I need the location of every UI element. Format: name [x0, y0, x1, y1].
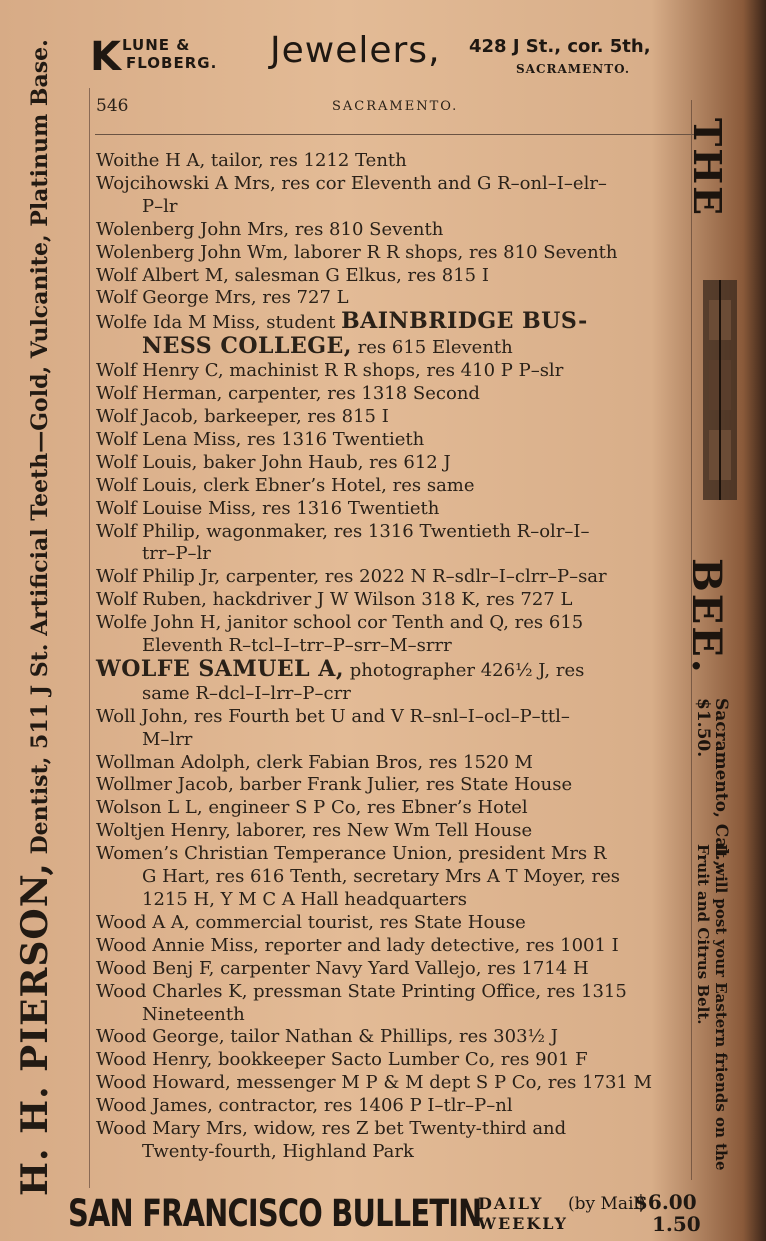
entry-text: Wood A A, commercial tourist, res State House [96, 911, 526, 933]
directory-entry [90, 1049, 690, 1072]
entry-continuation [90, 543, 690, 566]
entry-text: trr–P–lr [142, 543, 211, 565]
entry-text: Wolfe Ida M Miss, student [96, 312, 336, 334]
directory-entries [90, 150, 690, 1164]
bee-the: THE [685, 118, 730, 218]
entry-line [90, 498, 690, 521]
entry-text: Wood George, tailor Nathan & Phillips, res 303½ J [96, 1026, 558, 1048]
entry-text: Wolson L L, engineer S P Co, res Ebner’s Hotel [96, 797, 528, 819]
entry-line [90, 310, 690, 335]
directory-entry [90, 1026, 690, 1049]
entry-continuation [90, 335, 690, 360]
header-klune: LUNE & [122, 36, 191, 54]
directory-entry [90, 452, 690, 475]
directory-entry [90, 265, 690, 288]
entry-line [90, 566, 690, 589]
entry-text: photographer 426½ J, res [349, 659, 585, 681]
directory-entry [90, 521, 690, 567]
entry-text: Wojcihowski A Mrs, res cor Eleventh and G R–onl–I–elr– [96, 172, 607, 194]
entry-text: Woll John, res Fourth bet U and V R–snl–I–ocl–P–ttl– [96, 705, 570, 727]
entry-text: Wolf Philip, wagonmaker, res 1316 Twentieth R–olr–I– [96, 520, 590, 542]
directory-entry [90, 219, 690, 242]
header-rule [95, 134, 695, 135]
pierson-dentist-ad [14, 39, 70, 1196]
directory-entry [90, 655, 690, 706]
directory-entry [90, 912, 690, 935]
entry-text: Twenty-fourth, Highland Park [142, 1140, 414, 1162]
header-address: 428 J St., cor. 5th, [469, 36, 651, 57]
directory-entry [90, 242, 690, 265]
entry-line [90, 1095, 690, 1118]
entry-line [90, 655, 690, 683]
bulletin-title: SAN FRANCISCO BULLETIN [68, 1192, 482, 1235]
header-floberg: FLOBERG. [126, 54, 218, 72]
directory-entry [90, 173, 690, 219]
bulletin-weekly-price: 1.50 [652, 1212, 701, 1236]
entry-text: Wolf George Mrs, res 727 L [96, 287, 349, 309]
directory-entry [90, 360, 690, 383]
bee-post-text: It will post your Eastern friends on the Fruit and Citrus Belt. [694, 844, 730, 1171]
entry-text: Wolf Louis, clerk Ebner’s Hotel, res same [96, 474, 475, 496]
entry-text: Wolf Ruben, hackdriver J W Wilson 318 K, res 727 L [96, 589, 573, 611]
pierson-text: Dentist, 511 J St. Artificial Teeth—Gold, Vulcanite, Platinum Base. [27, 39, 53, 855]
entry-continuation [90, 889, 690, 912]
entry-line [90, 774, 690, 797]
entry-text: Wood Benj F, carpenter Navy Yard Vallejo, res 1714 H [96, 957, 589, 979]
entry-line [90, 475, 690, 498]
entry-line [90, 1026, 690, 1049]
entry-text: Wood Henry, bookkeeper Sacto Lumber Co, res 901 F [96, 1049, 588, 1071]
entry-text: G Hart, res 616 Tenth, secretary Mrs A T Moyer, res [142, 866, 621, 888]
header-initial: K [90, 34, 121, 80]
bee-title: BEE. [683, 558, 730, 675]
entry-continuation [90, 866, 690, 889]
entry-line [90, 589, 690, 612]
entry-text: Eleventh R–tcl–I–trr–P–srr–M–srrr [142, 635, 452, 657]
entry-text: Wolf Albert M, salesman G Elkus, res 815 I [96, 264, 489, 286]
entry-text: Wood Charles K, pressman State Printing Office, res 1315 [96, 980, 627, 1002]
entry-text: Wollman Adolph, clerk Fabian Bros, res 1520 M [96, 751, 533, 773]
entry-line [90, 935, 690, 958]
entry-line [90, 843, 690, 866]
entry-text: Wolf Louise Miss, res 1316 Twentieth [96, 497, 440, 519]
entry-line [90, 1049, 690, 1072]
entry-text: Woltjen Henry, laborer, res New Wm Tell House [96, 820, 533, 842]
entry-line [90, 1118, 690, 1141]
entry-line [90, 383, 690, 406]
directory-entry [90, 429, 690, 452]
entry-text: res 615 Eleventh [357, 337, 513, 359]
entry-line [90, 429, 690, 452]
entry-continuation [90, 1141, 690, 1164]
entry-text: 1215 H, Y M C A Hall headquarters [142, 889, 467, 910]
directory-entry [90, 958, 690, 981]
entry-line [90, 452, 690, 475]
entry-text: Wolfe John H, janitor school cor Tenth and Q, res 615 [96, 612, 584, 634]
directory-entry [90, 475, 690, 498]
entry-text: same R–dcl–I–lrr–P–crr [142, 682, 351, 704]
entry-bold-ad: BAINBRIDGE BUS- [341, 308, 588, 335]
directory-entry [90, 706, 690, 752]
entry-text: Nineteenth [142, 1003, 245, 1025]
entry-text: P–lr [142, 195, 178, 217]
entry-text: Wolf Louis, baker John Haub, res 612 J [96, 451, 451, 473]
entry-line [90, 797, 690, 820]
directory-entry [90, 589, 690, 612]
entry-line [90, 265, 690, 288]
jewelers-header-ad [86, 30, 706, 82]
directory-entry [90, 797, 690, 820]
the-bee-ad [683, 118, 731, 1178]
entry-text: Wolf Jacob, barkeeper, res 815 I [96, 405, 389, 427]
entry-continuation [90, 683, 690, 706]
directory-entry [90, 981, 690, 1027]
page-number: 546 [96, 96, 129, 116]
entry-line [90, 958, 690, 981]
entry-line [90, 820, 690, 843]
entry-continuation [90, 1004, 690, 1027]
entry-text: Wood Annie Miss, reporter and lady detective, res 1001 I [96, 934, 619, 956]
entry-line [90, 219, 690, 242]
bulletin-by-mail: (by Mail) [568, 1194, 646, 1214]
entry-line [90, 521, 690, 544]
directory-entry [90, 935, 690, 958]
entry-continuation [90, 635, 690, 658]
pierson-name: H. H. PIERSON, [14, 862, 56, 1196]
directory-entry [90, 566, 690, 589]
entry-line [90, 406, 690, 429]
entry-text: Wolenberg John Wm, laborer R R shops, res 810 Seventh [96, 241, 618, 263]
entry-text: Wood Mary Mrs, widow, res Z bet Twenty-third and [96, 1118, 567, 1140]
directory-entry [90, 1095, 690, 1118]
entry-text: M–lrr [142, 728, 193, 750]
directory-entry [90, 310, 690, 360]
entry-continuation [90, 196, 690, 219]
entry-line [90, 1072, 690, 1095]
entry-line [90, 150, 690, 173]
entry-line [90, 242, 690, 265]
entry-line [90, 752, 690, 775]
entry-text: Wolf Henry C, machinist R R shops, res 410 P P–slr [96, 360, 564, 382]
entry-bold-name: WOLFE SAMUEL A, [96, 655, 345, 682]
sf-bulletin-ad [68, 1190, 701, 1236]
entry-line [90, 706, 690, 729]
entry-line [90, 287, 690, 310]
entry-line [90, 612, 690, 635]
header-jewelers: Jewelers, [270, 30, 441, 71]
directory-entry [90, 820, 690, 843]
running-head: SACRAMENTO. [332, 99, 459, 114]
directory-entry [90, 406, 690, 429]
directory-entry [90, 612, 690, 658]
directory-entry [90, 498, 690, 521]
entry-text: Wollmer Jacob, barber Frank Julier, res State House [96, 774, 573, 796]
entry-bold-ad: NESS COLLEGE, [142, 333, 352, 360]
entry-text: Wolf Philip Jr, carpenter, res 2022 N R–sdlr–I–clrr–P–sar [96, 566, 607, 588]
entry-text: Wolf Lena Miss, res 1316 Twentieth [96, 428, 425, 450]
entry-text: Women’s Christian Temperance Union, president Mrs R [96, 843, 607, 865]
directory-entry [90, 383, 690, 406]
directory-entry [90, 150, 690, 173]
header-city: SACRAMENTO. [516, 62, 631, 76]
bulletin-daily: DAILY [478, 1194, 544, 1213]
directory-entry [90, 287, 690, 310]
entry-text: Wood Howard, messenger M P & M dept S P Co, res 1731 M [96, 1072, 653, 1094]
bee-place-price: Sacramento, Cal., $1.50. [693, 698, 731, 867]
directory-entry [90, 1118, 690, 1164]
entry-text: Wolenberg John Mrs, res 810 Seventh [96, 218, 444, 240]
directory-entry [90, 774, 690, 797]
directory-entry [90, 752, 690, 775]
bulletin-weekly: WEEKLY [478, 1214, 568, 1233]
entry-text: Wolf Herman, carpenter, res 1318 Second [96, 383, 480, 405]
directory-entry [90, 1072, 690, 1095]
entry-line [90, 981, 690, 1004]
entry-text: Wood James, contractor, res 1406 P I–tlr–P–nl [96, 1095, 513, 1117]
directory-entry [90, 843, 690, 912]
entry-line [90, 173, 690, 196]
entry-line [90, 360, 690, 383]
bulletin-daily-price: $6.00 [634, 1190, 697, 1214]
entry-text: Woithe H A, tailor, res 1212 Tenth [96, 150, 407, 171]
entry-continuation [90, 729, 690, 752]
entry-line [90, 912, 690, 935]
